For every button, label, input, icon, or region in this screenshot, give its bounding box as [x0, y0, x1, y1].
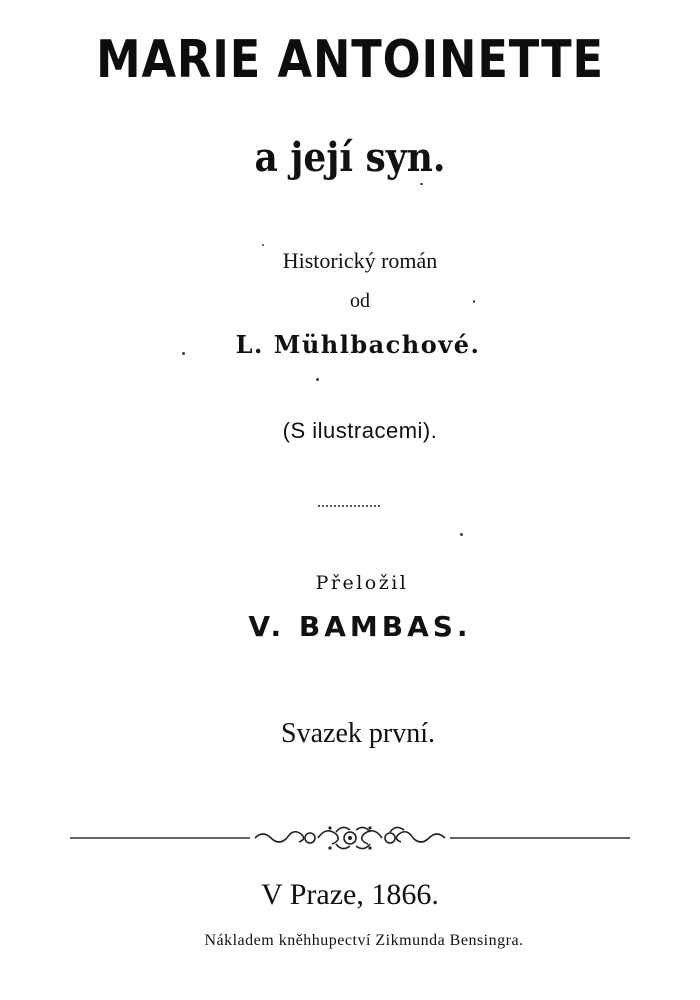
- paper-speck: [460, 533, 463, 536]
- paper-speck: [182, 352, 185, 355]
- genre-line: Historický román: [282, 248, 438, 273]
- paper-speck: [420, 183, 423, 185]
- paper-speck: [316, 378, 319, 381]
- book-subtitle: a její syn.: [254, 134, 446, 181]
- short-divider: [318, 505, 380, 507]
- publisher-line: Nákladem kněhhupectví Zikmunda Bensingra.: [204, 932, 524, 949]
- volume-label: Svazek první.: [281, 718, 435, 749]
- translated-by-label: Přeložil: [315, 572, 409, 594]
- author-name: L. Mühlbachové.: [235, 330, 481, 359]
- by-line: od: [350, 290, 370, 312]
- illustrations-note: (S ilustracemi).: [282, 418, 438, 443]
- book-title: MARIE ANTOINETTE: [96, 30, 604, 90]
- translator-name: V. BAMBAS.: [248, 610, 472, 643]
- paper-speck: [262, 244, 264, 246]
- place-and-year: V Praze, 1866.: [261, 878, 439, 911]
- ornamental-divider: [70, 818, 630, 858]
- paper-speck: [473, 300, 475, 303]
